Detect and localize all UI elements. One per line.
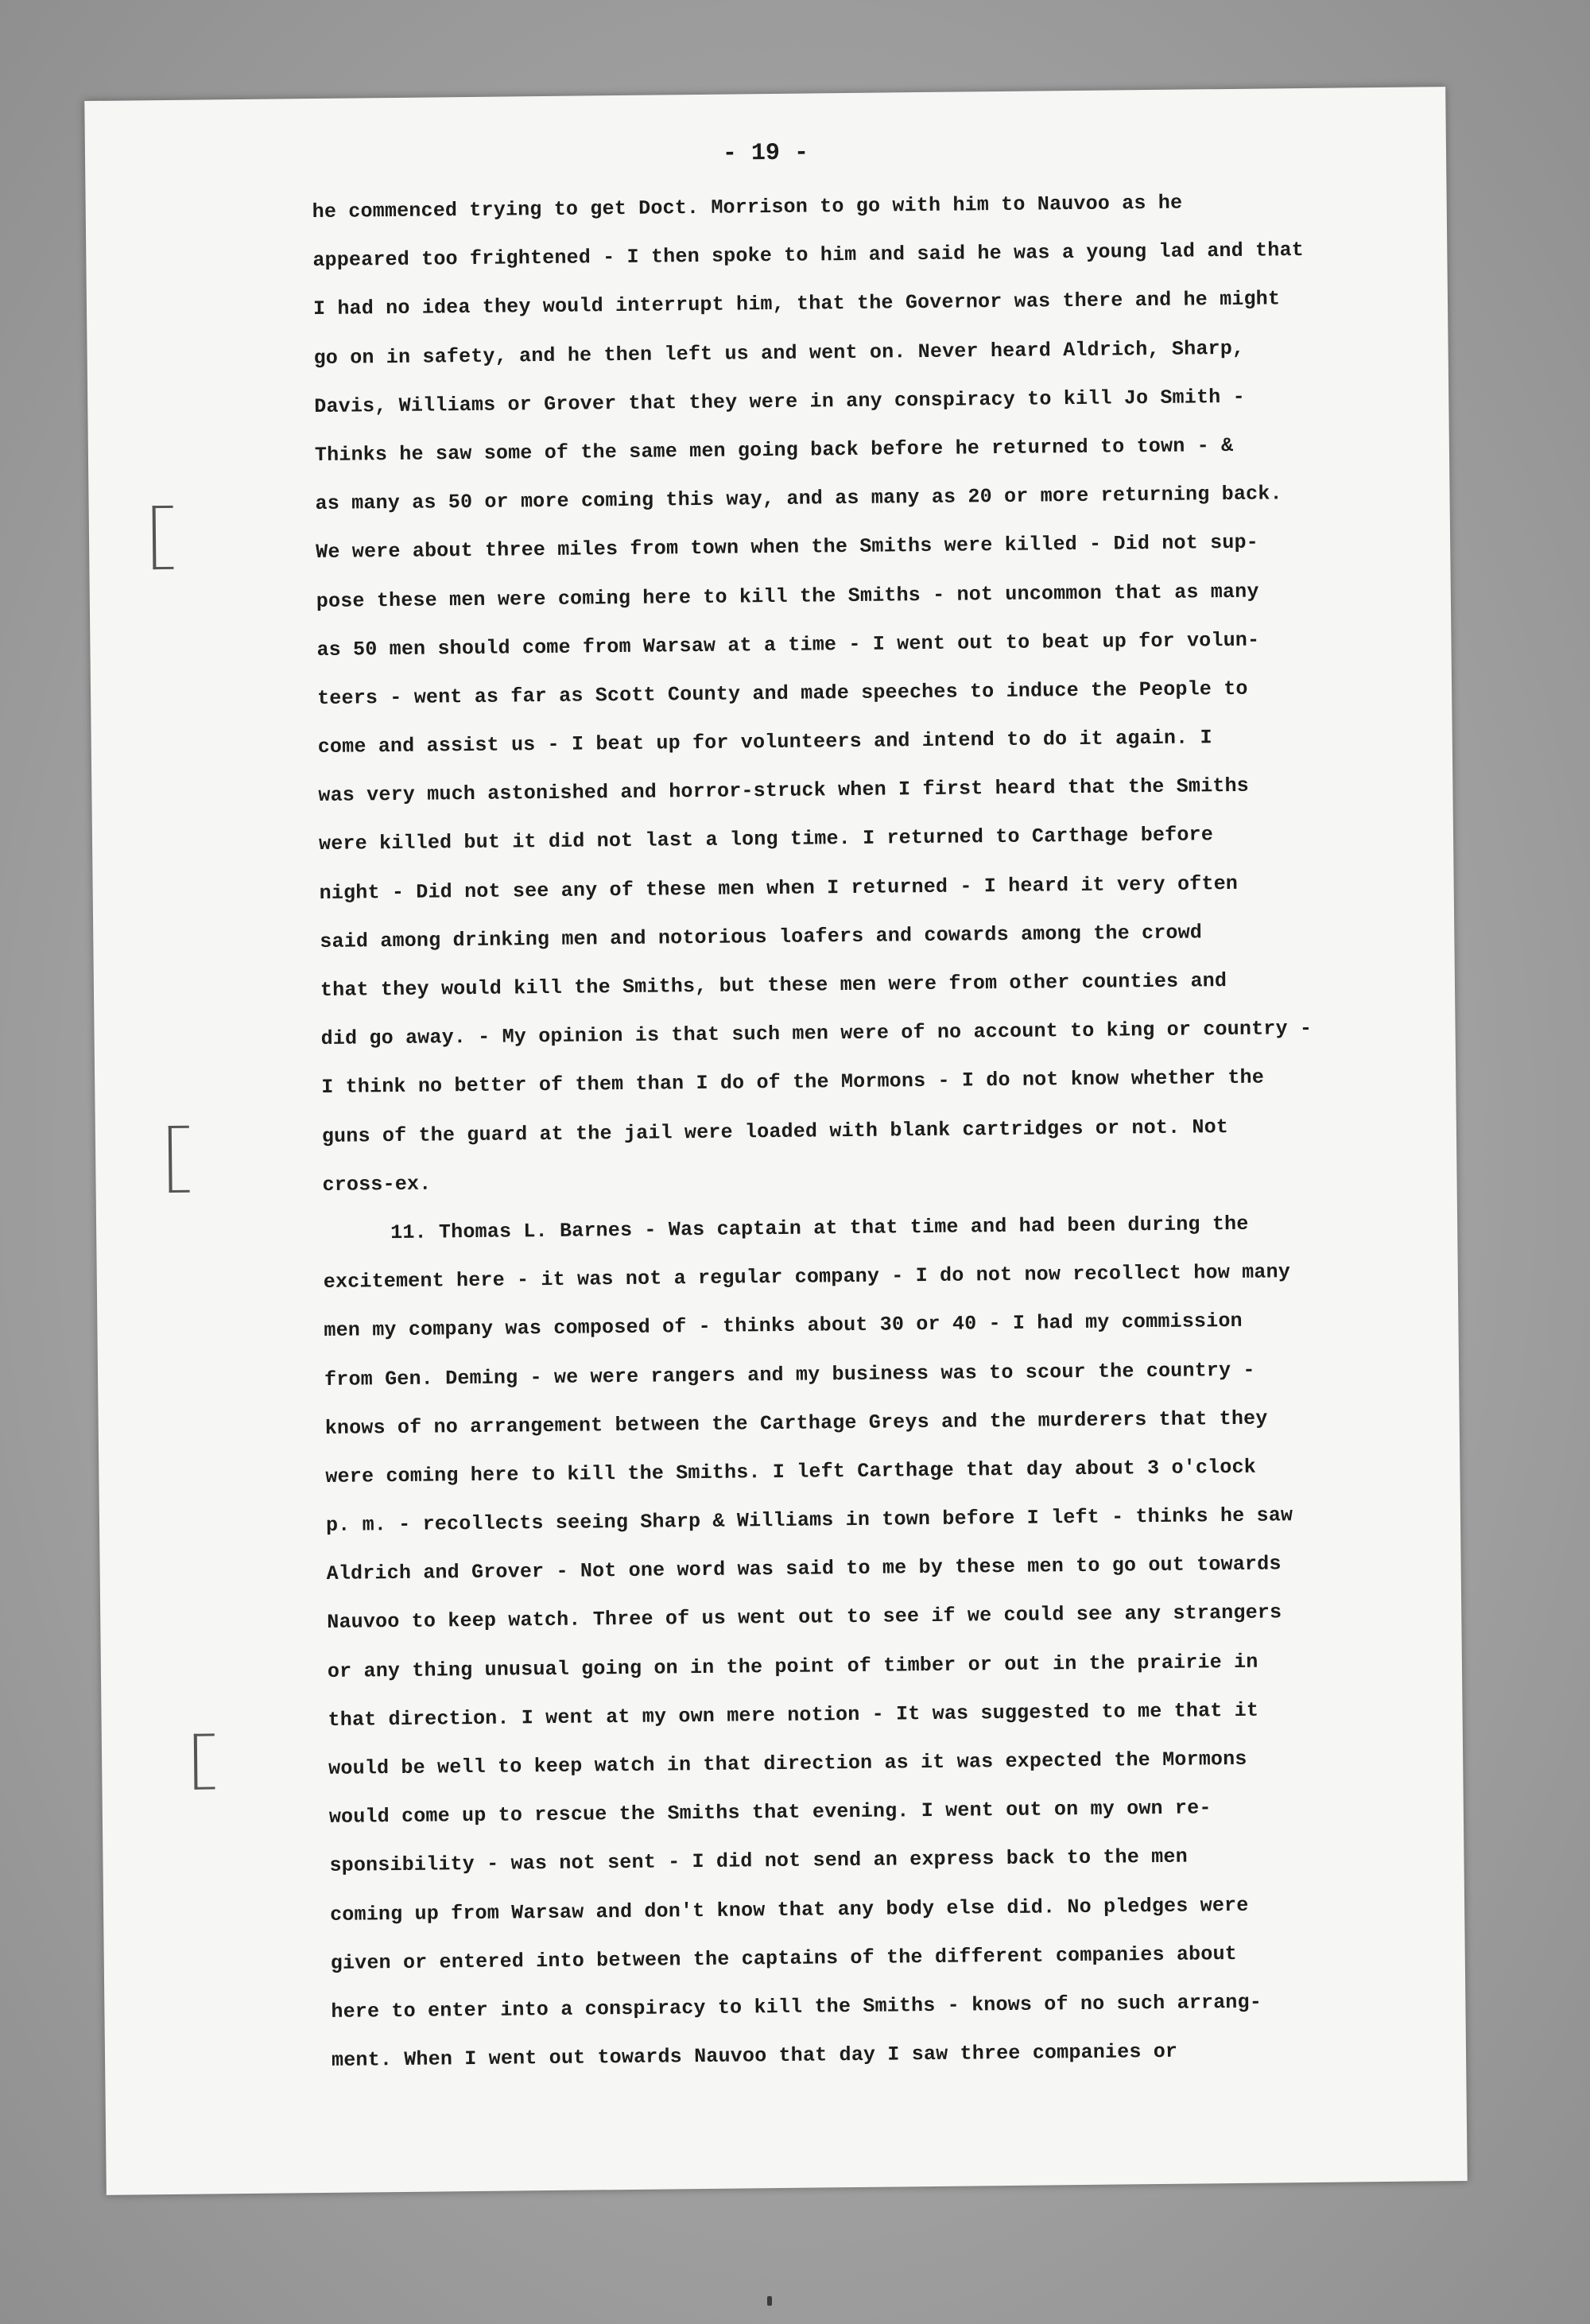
text-line: I had no idea they would interrupt him, that the Governor was there and he might	[312, 287, 1281, 321]
text-line: teers - went as far as Scott County and made speeches to induce the People to	[316, 677, 1248, 710]
text-line: night - Did not see any of these men when I returned - I heard it very often	[319, 871, 1239, 905]
document-page	[84, 87, 1467, 2195]
margin-bracket-mark	[153, 506, 174, 569]
text-line: that direction. I went at my own mere notion - It was suggested to me that it	[328, 1698, 1259, 1732]
text-line: did go away. - My opinion is that such men were of no account to king or country -	[320, 1017, 1313, 1051]
margin-bracket-mark	[194, 1733, 215, 1789]
text-line: pose these men were coming here to kill the Smiths - not uncommon that as many	[316, 580, 1259, 613]
page-number: - 19 -	[722, 139, 809, 168]
scan-speck	[767, 2296, 772, 2306]
margin-bracket-mark	[169, 1126, 190, 1193]
text-line: or any thing unusual going on in the point of timber or out in the prairie in	[327, 1650, 1258, 1683]
text-line: would be well to keep watch in that direction as it was expected the Mormons	[328, 1747, 1247, 1780]
text-line: cross-ex.	[322, 1172, 432, 1197]
text-line: said among drinking men and notorious loafers and cowards among the crowd	[320, 921, 1203, 953]
typed-body-text	[312, 176, 1460, 2085]
text-line: was very much astonished and horror-struck when I first heard that the Smiths	[318, 774, 1250, 808]
text-line: come and assist us - I beat up for volunteers and intend to do it again. I	[317, 726, 1212, 759]
text-line: as 50 men should come from Warsaw at a time - I went out to beat up for volun-	[316, 628, 1260, 662]
text-line: he commenced trying to get Doct. Morrison to go with him to Nauvoo as he	[312, 191, 1183, 224]
text-line: men my company was composed of - thinks about 30 or 40 - I had my commission	[324, 1309, 1243, 1343]
text-line: sponsibility - was not sent - I did not send an express back to the men	[329, 1845, 1188, 1878]
text-line: guns of the guard at the jail were loaded with blank cartridges or not. Not	[321, 1115, 1229, 1148]
text-line: I think no better of them than I do of the Mormons - I do not know whether the	[321, 1065, 1265, 1100]
text-line: p. m. - recollects seeing Sharp & Williams in town before I left - thinks he saw	[325, 1503, 1293, 1538]
text-line: from Gen. Deming - we were rangers and my business was to scour the country -	[324, 1358, 1255, 1391]
text-line: that they would kill the Smiths, but these men were from other counties and	[320, 969, 1227, 1002]
text-line: Davis, Williams or Grover that they were in any conspiracy to kill Jo Smith -	[314, 385, 1245, 418]
text-line: appeared too frightened - I then spoke to him and said he was a young lad and that	[312, 239, 1305, 273]
text-line: We were about three miles from town when the Smiths were killed - Did not sup-	[316, 530, 1259, 565]
text-line: excitement here - it was not a regular company - I do not now recollect how many	[323, 1260, 1291, 1294]
text-line: here to enter into a conspiracy to kill the Smiths - knows of no such arrang-	[331, 1990, 1262, 2023]
text-line: ment. When I went out towards Nauvoo that day I saw three companies or	[331, 2039, 1178, 2073]
text-line: Nauvoo to keep watch. Three of us went out to see if we could see any strangers	[327, 1600, 1282, 1635]
text-line: coming up from Warsaw and don't know that any body else did. No pledges were	[330, 1893, 1249, 1926]
text-line: Thinks he saw some of the same men going back before he returned to town - &	[314, 433, 1234, 467]
text-line: would come up to rescue the Smiths that evening. I went out on my own re-	[328, 1796, 1212, 1829]
text-line: as many as 50 or more coming this way, and as many as 20 or more returning back.	[315, 482, 1282, 516]
text-line: go on in safety, and he then left us and went on. Never heard Aldrich, Sharp,	[313, 336, 1245, 370]
text-line: were coming here to kill the Smiths. I left Carthage that day about 3 o'clock	[325, 1455, 1257, 1488]
text-line: given or entered into between the captains of the different companies about	[330, 1942, 1238, 1975]
text-line-paragraph-start: 11. Thomas L. Barnes - Was captain at that time and had been during the	[390, 1212, 1249, 1245]
text-line: knows of no arrangement between the Carthage Greys and the murderers that they	[324, 1406, 1268, 1440]
text-line: Aldrich and Grover - Not one word was said to me by these men to go out towards	[326, 1552, 1282, 1586]
text-line: were killed but it did not last a long time. I returned to Carthage before	[318, 823, 1214, 856]
